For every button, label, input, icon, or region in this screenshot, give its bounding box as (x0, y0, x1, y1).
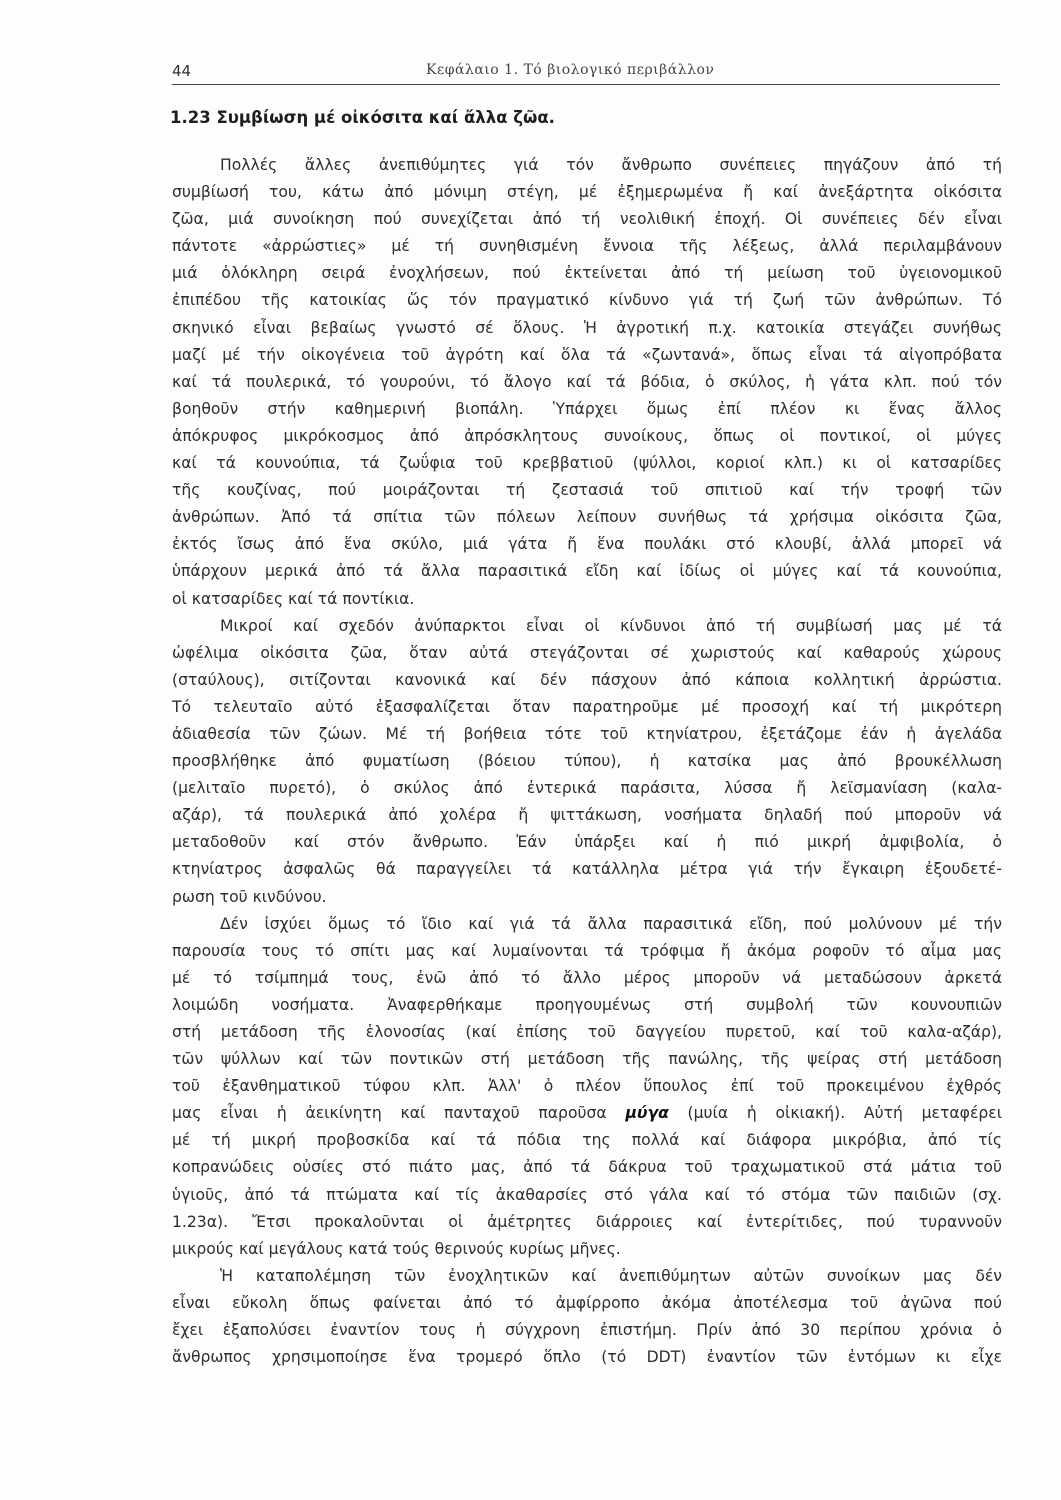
text-line: προσβλήθηκε ἀπό φυματίωση (βόειου τύπου), ἡ κατσίκα μας ἀπό βρουκέλλωση (172, 752, 1002, 771)
page-number: 44 (172, 62, 192, 80)
text-line: (μελιταῖο πυρετό), ὁ σκύλος ἀπό ἐντερικά παράσιτα, λύσσα ἤ λεϊσμανίαση (καλα- (172, 779, 1002, 798)
text-line: εἶναι εὔκολη ὅπως φαίνεται ἀπό τό ἀμφίρροπο ἀκόμα ἀποτέλεσμα τοῦ ἀγῶνα πού (172, 1293, 1002, 1312)
text-fragment: (μυία ἡ οἰκιακή). Αὐτή μεταφέρει (687, 1104, 1002, 1123)
text-line: κοπρανώδεις οὐσίες στό πιάτο μας, ἀπό τά δάκρυα τοῦ τραχωματικοῦ στά μάτια τοῦ (172, 1158, 1002, 1177)
text-line: ἔχει ἐξαπολύσει ἐναντίον τους ἡ σύγχρονη ἐπιστήμη. Πρίν ἀπό 30 περίπου χρόνια ὁ (172, 1321, 1002, 1340)
text-line: ρωση τοῦ κινδύνου. (172, 887, 327, 906)
text-line: καί τά πουλερικά, τό γουρούνι, τό ἄλογο καί τά βόδια, ὁ σκύλος, ἡ γάτα κλπ. πού τόν (172, 372, 1002, 391)
text-line: καί τά κουνούπια, τά ζωΰφια τοῦ κρεββατιοῦ (ψύλλοι, κοριοί κλπ.) κι οἱ κατσαρίδες (172, 454, 1002, 473)
text-line: πάντοτε «ἀρρώστιες» μέ τή συνηθισμένη ἔννοια τῆς λέξεως, ἀλλά περιλαμβάνουν (172, 237, 1002, 256)
section-heading: 1.23 Συμβίωση μέ οἰκόσιτα καί ἄλλα ζῶα. (170, 108, 555, 127)
text-line: τοῦ ἐξανθηματικοῦ τύφου κλπ. Ἀλλ' ὁ πλέον ὕπουλος ἐπί τοῦ προκειμένου ἐχθρός (172, 1077, 1002, 1096)
text-line: παρουσία τους τό σπίτι μας καί λυμαίνονται τά τρόφιμα ἤ ἀκόμα ροφοῦν τό αἷμα μας (172, 941, 1002, 960)
text-line-with-emphasis (172, 1100, 1002, 1127)
text-line: μικρούς καί μεγάλους κατά τούς θερινούς κυρίως μῆνες. (172, 1239, 621, 1258)
text-line: στή μετάδοση τῆς ἑλονοσίας (καί ἐπίσης τοῦ δαγγείου πυρετοῦ, καί τοῦ καλα-αζάρ), (172, 1023, 1002, 1041)
text-line: ὑπάρχουν μερικά ἀπό τά ἄλλα παρασιτικά εἴδη καί ἰδίως οἱ μύγες καί τά κουνούπια, (172, 562, 1002, 581)
text-line: ἀδιαθεσία τῶν ζώων. Μέ τή βοήθεια τότε τοῦ κτηνίατρου, ἐξετάζομε ἐάν ἡ ἀγελάδα (172, 724, 1002, 743)
text-line: σκηνικό εἶναι βεβαίως γνωστό σέ ὅλους. Ἡ ἀγροτική π.χ. κατοικία στεγάζει συνήθως (172, 318, 1002, 337)
running-header (172, 62, 1000, 85)
text-line: τῆς κουζίνας, πού μοιράζονται τή ζεστασιά τοῦ σπιτιοῦ καί τήν τροφή τῶν (172, 481, 1002, 500)
text-line: ἀνθρώπων. Ἀπό τά σπίτια τῶν πόλεων λείπουν συνήθως τά χρήσιμα οἰκόσιτα ζῶα, (172, 508, 1002, 527)
text-line: 1.23α). Ἔτσι προκαλοῦνται οἱ ἀμέτρητες διάρροιες καί ἐντερίτιδες, πού τυραννοῦν (172, 1212, 1002, 1231)
text-line: οἱ κατσαρίδες καί τά ποντίκια. (172, 589, 415, 608)
text-line: Δέν ἰσχύει ὅμως τό ἴδιο καί γιά τά ἄλλα παρασιτικά εἴδη, πού μολύνουν μέ τήν (220, 914, 1002, 933)
text-line: ἄνθρωπος χρησιμοποίησε ἕνα τρομερό ὅπλο (τό DDT) ἐναντίον τῶν ἐντόμων κι εἶχε (172, 1348, 1002, 1367)
text-line: Ἡ καταπολέμηση τῶν ἐνοχλητικῶν καί ἀνεπιθύμητων αὐτῶν συνοίκων μας δέν (220, 1266, 1002, 1285)
text-line: ὠφέλιμα οἰκόσιτα ζῶα, ὅταν αὐτά στεγάζονται σέ χωριστούς καί καθαρούς χώρους (172, 643, 1002, 662)
body-text (172, 152, 1002, 1371)
text-line: ἐκτός ἴσως ἀπό ἕνα σκύλο, μιά γάτα ἤ ἕνα πουλάκι στό κλουβί, ἀλλά μπορεῖ νά (172, 535, 1002, 554)
text-line: Μικροί καί σχεδόν ἀνύπαρκτοι εἶναι οἱ κίνδυνοι ἀπό τή συμβίωσή μας μέ τά (220, 616, 1002, 635)
text-line: βοηθοῦν στήν καθημερινή βιοπάλη. Ὑπάρχει ὅμως ἐπί πλέον κι ἕνας ἄλλος (172, 399, 1002, 418)
text-line: ζῶα, μιά συνοίκηση πού συνεχίζεται ἀπό τή νεολιθική ἐποχή. Οἱ συνέπειες δέν εἶναι (172, 210, 1002, 229)
text-line: μεταδοθοῦν καί στόν ἄνθρωπο. Ἐάν ὑπάρξει καί ἡ πιό μικρή ἀμφιβολία, ὁ (172, 833, 1002, 852)
text-line: ἀπόκρυφος μικρόκοσμος ἀπό ἀπρόσκλητους συνοίκους, ὅπως οἱ ποντικοί, οἱ μύγες (172, 426, 1002, 445)
text-line: μιά ὁλόκληρη σειρά ἐνοχλήσεων, πού ἐκτείνεται ἀπό τή μείωση τοῦ ὑγειονομικοῦ (172, 264, 1002, 283)
text-line: συμβίωσή του, κάτω ἀπό μόνιμη στέγη, μέ ἐξημερωμένα ἤ καί ἀνεξάρτητα οἰκόσιτα (172, 183, 1002, 202)
text-line: Πολλές ἄλλες ἀνεπιθύμητες γιά τόν ἄνθρωπο συνέπειες πηγάζουν ἀπό τή (220, 156, 1002, 174)
text-line: λοιμώδη νοσήματα. Ἀναφερθήκαμε προηγουμένως στή συμβολή τῶν κουνουπιῶν (172, 995, 1002, 1014)
text-fragment: μας εἶναι ἡ ἀεικίνητη καί πανταχοῦ παροῦσα (172, 1104, 607, 1123)
text-line: Τό τελευταῖο αὐτό ἐξασφαλίζεται ὅταν παρατηροῦμε μέ προσοχή καί τή μικρότερη (172, 697, 1002, 716)
chapter-title: Κεφάλαιο 1. Τό βιολογικό περιβάλλον (426, 62, 715, 78)
text-line: (σταύλους), σιτίζονται κανονικά καί δέν πάσχουν ἀπό κάποια κολλητική ἀρρώστια. (172, 670, 1002, 689)
text-line: ὑγιοῦς, ἀπό τά πτώματα καί τίς ἀκαθαρσίες στό γάλα καί τό στόμα τῶν παιδιῶν (σχ. (172, 1185, 1002, 1204)
text-line: τῶν ψύλλων καί τῶν ποντικῶν στή μετάδοση τῆς πανώλης, τῆς ψείρας στή μετάδοση (172, 1050, 1002, 1069)
text-line: κτηνίατρος ἀσφαλῶς θά παραγγείλει τά κατάλληλα μέτρα γιά τήν ἔγκαιρη ἐξουδετέ- (172, 860, 1002, 879)
text-line: μέ τή μικρή προβοσκίδα καί τά πόδια της πολλά καί διάφορα μικρόβια, ἀπό τίς (172, 1131, 1002, 1150)
text-line: μαζί μέ τήν οἰκογένεια τοῦ ἀγρότη καί ὅλα τά «ζωντανά», ὅπως εἶναι τά αἰγοπρόβατα (172, 345, 1002, 364)
text-line: αζάρ), τά πουλερικά ἀπό χολέρα ἤ ψιττάκωση, νοσήματα δηλαδή πού μποροῦν νά (172, 806, 1002, 825)
emphasized-word: μύγα (625, 1104, 669, 1123)
text-line: μέ τό τσίμπημά τους, ἐνῶ ἀπό τό ἄλλο μέρος μποροῦν νά μεταδώσουν ἀρκετά (172, 968, 1002, 987)
text-line: ἐπιπέδου τῆς κατοικίας ὥς τόν πραγματικό κίνδυνο γιά τή ζωή τῶν ἀνθρώπων. Τό (172, 291, 1002, 310)
